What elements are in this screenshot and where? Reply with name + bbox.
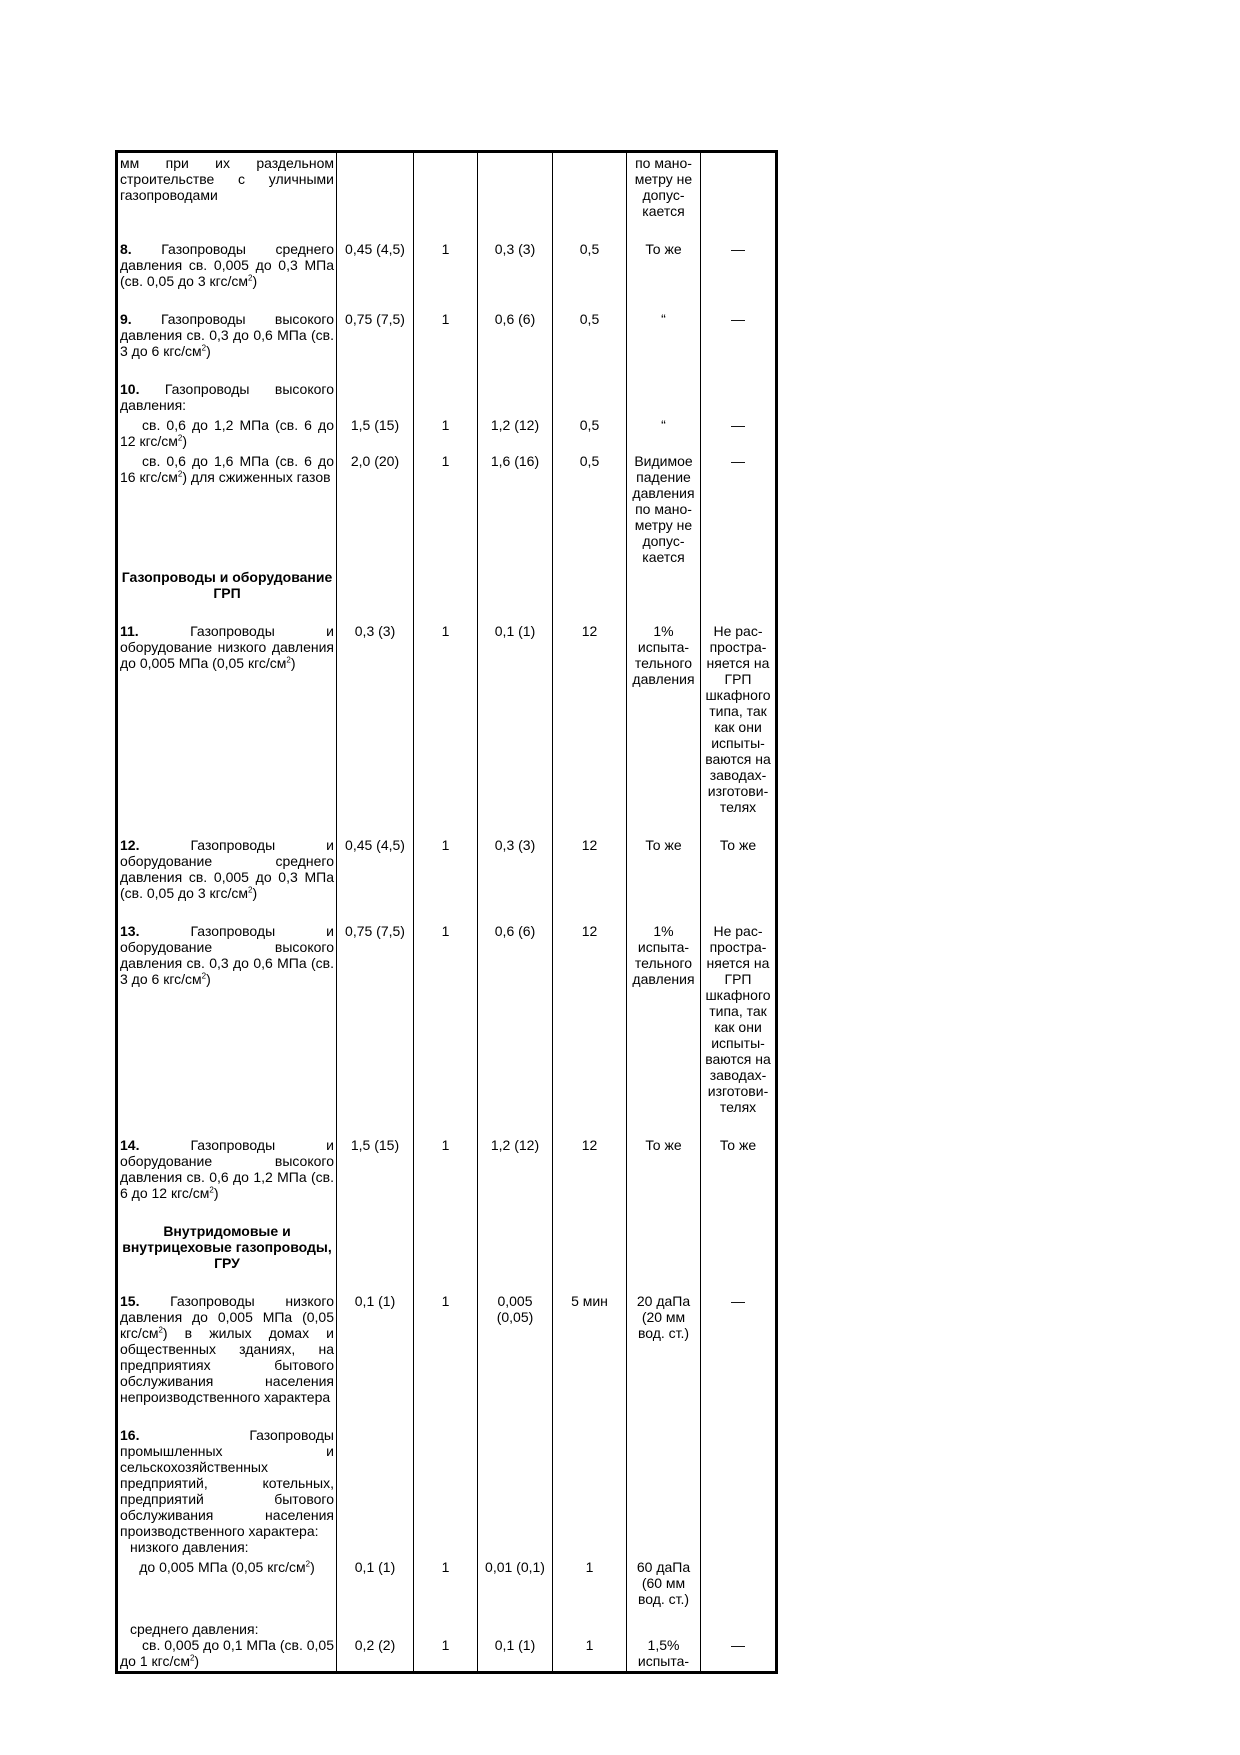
row-number: 16. bbox=[120, 1427, 140, 1443]
cell-duration-h: 0,5 bbox=[553, 309, 627, 361]
cell-criterion: по мано-метру не допус-кается bbox=[627, 152, 701, 222]
cell-duration-h: 12 bbox=[553, 621, 627, 817]
cell-duration: 1 bbox=[414, 1135, 478, 1203]
cell-note: — bbox=[701, 239, 777, 291]
table-row: св. 0,6 до 1,6 МПа (св. 6 до 16 кгс/$см^2$) для сжиженных газов 2,0 (20) 1 1,6 (16) 0,5 Видимое падение давления по мано-метру не допус-кается — bbox=[117, 451, 777, 567]
row-number: 13. bbox=[120, 923, 140, 939]
row-description: Газопроводы и оборудование высокого давления св. 0,3 до 0,6 МПа (св. 3 до 6 кгс/см bbox=[120, 923, 334, 987]
section-row bbox=[117, 1221, 777, 1273]
row-description: мм при их раздельном строительстве с уличными газопроводами bbox=[120, 155, 334, 203]
cell-duration: 1 bbox=[414, 835, 478, 903]
cell-test-pressure: 0,3 (3) bbox=[337, 621, 414, 817]
cell-duration: 1 bbox=[414, 1557, 478, 1609]
table-row: 11. Газопроводы и оборудование низкого давления до 0,005 МПа (0,05 кгс/$см^2$) 0,3 (3) 1 0,1 (1) 12 1% испыта-тельного давления Не рас-простра-няется на ГРП шкафного типа, так как они испыты-ваются на заводах-изготови-телях bbox=[117, 621, 777, 817]
cell-pressure: 0,1 (1) bbox=[478, 1609, 553, 1673]
cell-duration-h: 0,5 bbox=[553, 415, 627, 451]
cell-duration-h: 1 bbox=[553, 1609, 627, 1673]
cell-pressure: 0,3 (3) bbox=[478, 835, 553, 903]
row-number: 12. bbox=[120, 837, 140, 853]
cell-duration: 1 bbox=[414, 309, 478, 361]
cell-test-pressure: 0,1 (1) bbox=[337, 1291, 414, 1407]
cell-criterion: 1% испыта-тельного давления bbox=[627, 621, 701, 817]
row-number: 9. bbox=[120, 311, 132, 327]
row-description: до 0,005 МПа (0,05 кгс/см bbox=[139, 1559, 306, 1575]
row-number: 11. bbox=[120, 623, 139, 639]
cell-duration-h: 12 bbox=[553, 921, 627, 1117]
table-row: св. 0,6 до 1,2 МПа (св. 6 до 12 кгс/$см^2$) 1,5 (15) 1 1,2 (12) 0,5 “ — bbox=[117, 415, 777, 451]
row-subheading: низкого давления: bbox=[130, 1539, 249, 1555]
cell-note: То же bbox=[701, 1135, 777, 1203]
row-description: Газопроводы высокого давления: bbox=[120, 381, 334, 413]
table-row: 14. Газопроводы и оборудование высокого давления св. 0,6 до 1,2 МПа (св. 6 до 12 кгс/$см^2$) 1,5 (15) 1 1,2 (12) 12 То же То же bbox=[117, 1135, 777, 1203]
table-row: 15. Газопроводы низкого давления до 0,005 МПа (0,05 кгс/$см^2$) в жилых домах и общественных зданиях, на предприятиях бытового обслуживания населения непроизводственного характера 0,1 (1) 1 0,005 (0,05) 5 мин 20 даПа (20 мм вод. ст.) — bbox=[117, 1291, 777, 1407]
row-description: Газопроводы и оборудование среднего давления св. 0,005 до 0,3 МПа (св. 0,05 до 3 кгс/см bbox=[120, 837, 334, 901]
cell-note: — bbox=[701, 415, 777, 451]
cell-pressure: 0,01 (0,1) bbox=[478, 1557, 553, 1609]
row-description: Газопроводы и оборудование низкого давления до 0,005 МПа (0,05 кгс/см bbox=[120, 623, 335, 671]
table-row: 12. Газопроводы и оборудование среднего давления св. 0,005 до 0,3 МПа (св. 0,05 до 3 кгс/$см^2$) 0,45 (4,5) 1 0,3 (3) 12 То же То же bbox=[117, 835, 777, 903]
row-description: Газопроводы и оборудование высокого давления св. 0,6 до 1,2 МПа (св. 6 до 12 кгс/см bbox=[120, 1137, 334, 1201]
cell-note: — bbox=[701, 1291, 777, 1407]
row-number: 14. bbox=[120, 1137, 140, 1153]
row-number: 8. bbox=[120, 241, 132, 257]
cell-duration-h: 0,5 bbox=[553, 451, 627, 567]
cell-duration-h: 12 bbox=[553, 835, 627, 903]
cell-duration-h: 0,5 bbox=[553, 239, 627, 291]
table-row bbox=[117, 379, 777, 415]
row-description: Газопроводы промышленных и сельскохозяйственных предприятий, котельных, предприятий бытового обслуживания населения производственного характера: bbox=[120, 1427, 334, 1539]
cell-duration-h: 12 bbox=[553, 1135, 627, 1203]
cell-test-pressure: 0,1 (1) bbox=[337, 1557, 414, 1609]
section-heading: Внутридомовые и внутрицеховые газопроводы, ГРУ bbox=[117, 1221, 337, 1273]
cell-duration: 1 bbox=[414, 451, 478, 567]
cell-criterion: То же bbox=[627, 835, 701, 903]
table-row bbox=[117, 1425, 777, 1557]
row-description: св. 0,005 до 0,1 МПа (св. 0,05 до 1 кгс/см bbox=[120, 1637, 334, 1669]
row-number: 10. bbox=[120, 381, 140, 397]
row-description: св. 0,6 до 1,6 МПа (св. 6 до 16 кгс/см bbox=[120, 453, 334, 485]
table-row: среднего давления: св. 0,005 до 0,1 МПа (св. 0,05 до 1 кгс/$см^2$) 0,2 (2) 1 0,1 (1) 1 1,5% испыта- — bbox=[117, 1609, 777, 1673]
cell-criterion: 1,5% испыта- bbox=[627, 1609, 701, 1673]
cell-note: — bbox=[701, 309, 777, 361]
section-heading: Газопроводы и оборудование ГРП bbox=[117, 567, 337, 603]
cell-criterion: 60 даПа (60 мм вод. ст.) bbox=[627, 1557, 701, 1609]
cell-criterion: То же bbox=[627, 239, 701, 291]
cell-test-pressure: 1,5 (15) bbox=[337, 1135, 414, 1203]
cell-pressure: 0,005 (0,05) bbox=[478, 1291, 553, 1407]
cell-test-pressure: 0,45 (4,5) bbox=[337, 239, 414, 291]
table-row: до 0,005 МПа (0,05 кгс/$см^2$) 0,1 (1) 1 0,01 (0,1) 1 60 даПа (60 мм вод. ст.) bbox=[117, 1557, 777, 1609]
cell-duration: 1 bbox=[414, 621, 478, 817]
cell-note: То же bbox=[701, 835, 777, 903]
test-requirements-table bbox=[115, 150, 778, 1674]
cell-note: — bbox=[701, 1609, 777, 1673]
table-row: 8. Газопроводы среднего давления св. 0,005 до 0,3 МПа (св. 0,05 до 3 кгс/$см^2$) 0,45 (4,5) 1 0,3 (3) 0,5 То же — bbox=[117, 239, 777, 291]
cell-criterion: Видимое падение давления по мано-метру не допус-кается bbox=[627, 451, 701, 567]
cell-criterion: “ bbox=[627, 309, 701, 361]
cell-note: Не рас-простра-няется на ГРП шкафного типа, так как они испыты-ваются на заводах-изготови-телях bbox=[701, 921, 777, 1117]
cell-duration-h: 5 мин bbox=[553, 1291, 627, 1407]
cell-criterion: 20 даПа (20 мм вод. ст.) bbox=[627, 1291, 701, 1407]
cell-pressure: 0,6 (6) bbox=[478, 309, 553, 361]
cell-duration: 1 bbox=[414, 1609, 478, 1673]
cell-pressure: 1,2 (12) bbox=[478, 1135, 553, 1203]
cell-pressure: 0,6 (6) bbox=[478, 921, 553, 1117]
cell-test-pressure: 0,75 (7,5) bbox=[337, 921, 414, 1117]
table-row: 9. Газопроводы высокого давления св. 0,3 до 0,6 МПа (св. 3 до 6 кгс/$см^2$) 0,75 (7,5) 1 0,6 (6) 0,5 “ — bbox=[117, 309, 777, 361]
row-description: Газопроводы среднего давления св. 0,005 до 0,3 МПа (св. 0,05 до 3 кгс/см bbox=[120, 241, 334, 289]
cell-duration: 1 bbox=[414, 921, 478, 1117]
cell-duration: 1 bbox=[414, 415, 478, 451]
cell-duration-h: 1 bbox=[553, 1557, 627, 1609]
cell-criterion: “ bbox=[627, 415, 701, 451]
cell-note: — bbox=[701, 451, 777, 567]
cell-duration: 1 bbox=[414, 1291, 478, 1407]
cell-test-pressure: 0,75 (7,5) bbox=[337, 309, 414, 361]
cell-test-pressure: 1,5 (15) bbox=[337, 415, 414, 451]
row-description: Газопроводы высокого давления св. 0,3 до 0,6 МПа (св. 3 до 6 кгс/см bbox=[120, 311, 334, 359]
row-subheading: среднего давления: bbox=[130, 1621, 259, 1637]
cell-pressure: 0,3 (3) bbox=[478, 239, 553, 291]
cell-duration: 1 bbox=[414, 239, 478, 291]
cell-test-pressure: 0,2 (2) bbox=[337, 1609, 414, 1673]
table-row bbox=[117, 152, 777, 222]
cell-criterion: То же bbox=[627, 1135, 701, 1203]
section-row bbox=[117, 567, 777, 603]
row-description: Газопроводы низкого давления до 0,005 МПа (0,05 кгс/см bbox=[120, 1293, 334, 1341]
cell-test-pressure: 2,0 (20) bbox=[337, 451, 414, 567]
cell-pressure: 1,6 (16) bbox=[478, 451, 553, 567]
row-number: 15. bbox=[120, 1293, 140, 1309]
table-row: 13. Газопроводы и оборудование высокого давления св. 0,3 до 0,6 МПа (св. 3 до 6 кгс/$см^2$) 0,75 (7,5) 1 0,6 (6) 12 1% испыта-тельного давления Не рас-простра-няется на ГРП шкафного типа, так как они испыты-ваются на заводах-изготови-телях bbox=[117, 921, 777, 1117]
row-description: св. 0,6 до 1,2 МПа (св. 6 до 12 кгс/см bbox=[120, 417, 334, 449]
cell-pressure: 1,2 (12) bbox=[478, 415, 553, 451]
cell-note: Не рас-простра-няется на ГРП шкафного типа, так как они испыты-ваются на заводах-изготови-телях bbox=[701, 621, 777, 817]
cell-criterion: 1% испыта-тельного давления bbox=[627, 921, 701, 1117]
cell-test-pressure: 0,45 (4,5) bbox=[337, 835, 414, 903]
cell-pressure: 0,1 (1) bbox=[478, 621, 553, 817]
